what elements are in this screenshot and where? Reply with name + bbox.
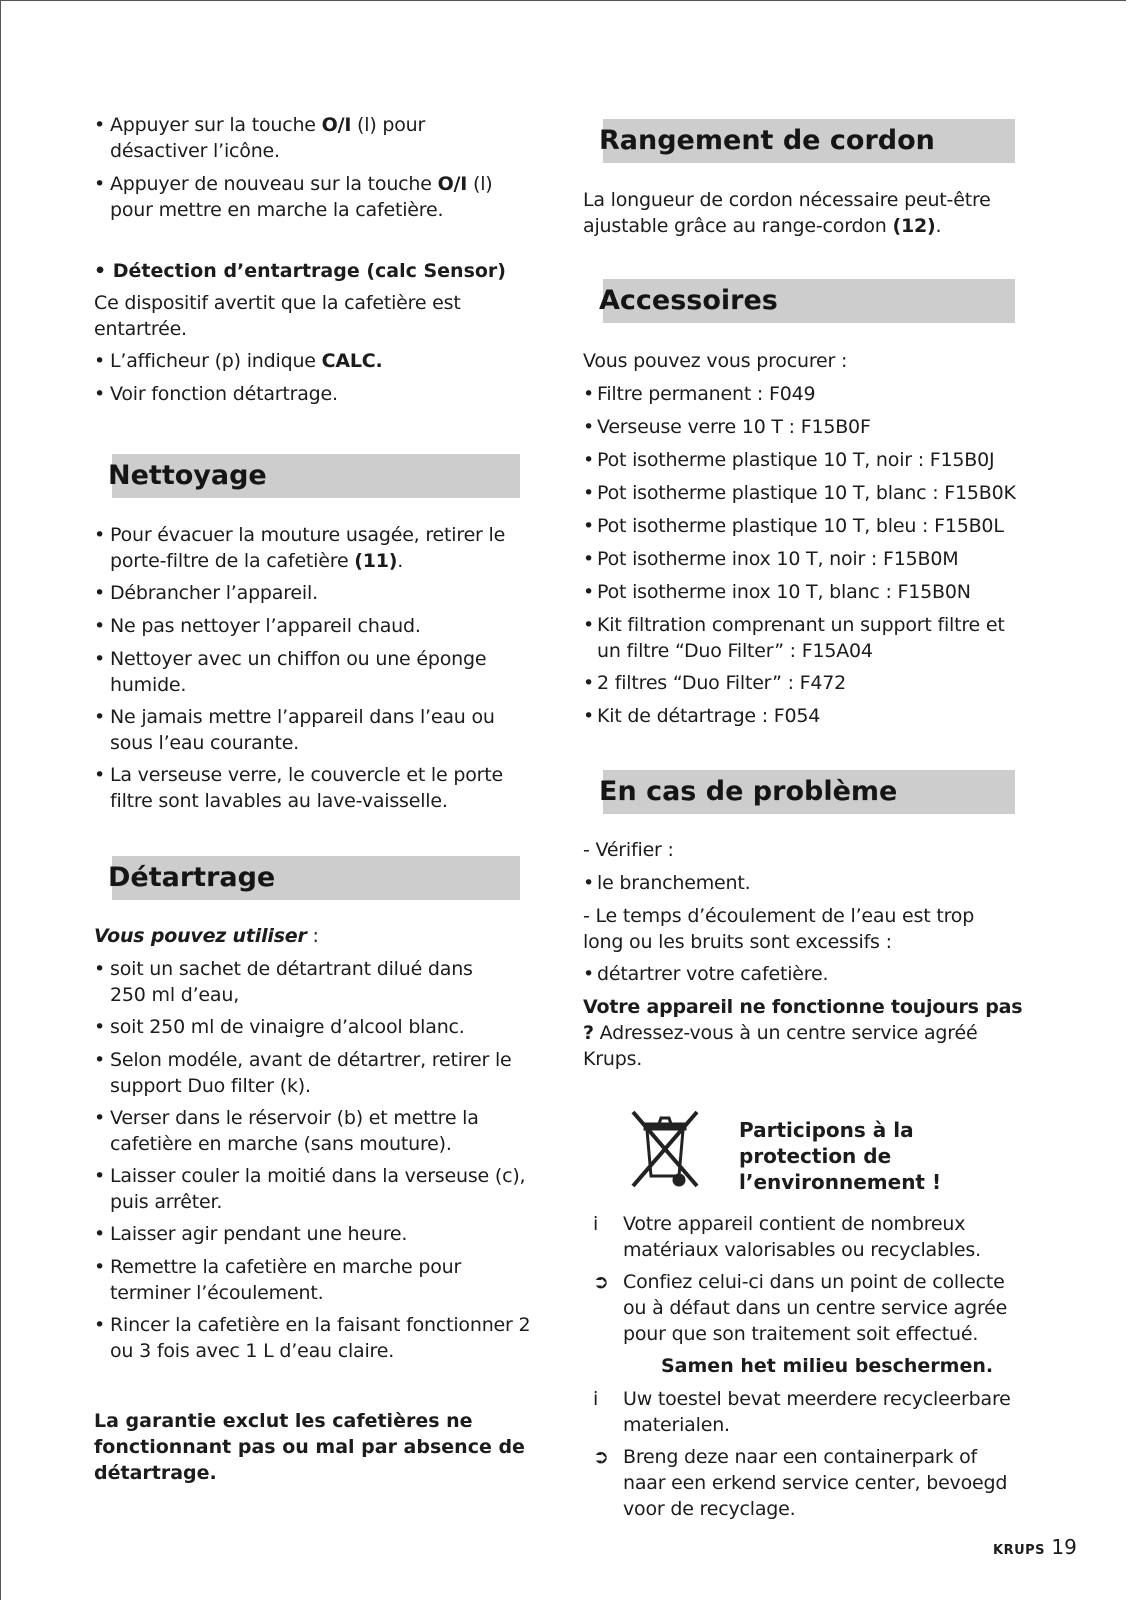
info-icon: i xyxy=(593,1213,599,1235)
nettoyage-bullet-4: • Nettoyer avec un chiffon ou une éponge humide. xyxy=(94,648,487,696)
probleme-line-1: - Vérifier : xyxy=(583,839,674,861)
detartrage-item-3: • Selon modéle, avant de détartrer, retirer le support Duo filter (k). xyxy=(94,1049,512,1097)
environment-title: Participons à la protection de l’environnement ! xyxy=(739,1118,942,1194)
probleme-line-3: - Le temps d’écoulement de l’eau est trop long ou les bruits sont excessifs : xyxy=(583,905,975,953)
nettoyage-bullet-1: • Pour évacuer la mouture usagée, retirer le porte-filtre de la cafetière (11). xyxy=(94,524,506,572)
info-icon-nl: i xyxy=(593,1388,599,1410)
bullet-mark: • xyxy=(94,114,106,136)
page-footer xyxy=(993,1534,1077,1564)
fr-action-text: Confiez celui-ci dans un point de collecte ou à défaut dans un centre service agrée pour que son traitement soit effectué. xyxy=(623,1271,1008,1345)
accessory-item-4: • Pot isotherme plastique 10 T, blanc : F15B0K xyxy=(583,482,1016,504)
accessory-item-2: • Verseuse verre 10 T : F15B0F xyxy=(583,416,871,438)
probleme-final: Votre appareil ne fonctionne toujours pas ? Adressez-vous à un centre service agréé Krups. xyxy=(583,996,1023,1070)
detartrage-item-2: • soit 250 ml de vinaigre d’alcool blanc. xyxy=(94,1016,465,1038)
accessory-item-9: • 2 filtres “Duo Filter” : F472 xyxy=(583,672,847,694)
bullet-mark: • xyxy=(94,173,106,195)
crossed-bin-icon xyxy=(627,1108,703,1190)
page-number: 19 xyxy=(1051,1535,1077,1559)
detartrage-item-7: • Remettre la cafetière en marche pour terminer l’écoulement. xyxy=(94,1256,462,1304)
warranty-note: La garantie exclut les cafetières ne fonctionnant pas ou mal par absence de détartrage. xyxy=(94,1410,525,1484)
nettoyage-bullet-6: • La verseuse verre, le couvercle et le porte filtre sont lavables au lave-vaisselle. xyxy=(94,764,503,812)
nl-action-text: Breng deze naar een containerpark of naar een erkend service center, bevoegd voor de recyclage. xyxy=(623,1446,1008,1520)
detartrage-item-6: • Laisser agir pendant une heure. xyxy=(94,1223,408,1245)
calc-bullet-1: • L’afficheur (p) indique CALC. xyxy=(94,350,383,372)
accessory-item-1: • Filtre permanent : F049 xyxy=(583,383,816,405)
intro-bullet-2: • Appuyer de nouveau sur la touche O/I (l) pour mettre en marche la cafetière. xyxy=(94,173,493,221)
section-heading-nettoyage: Nettoyage xyxy=(112,454,520,498)
accessory-item-8: • Kit filtration comprenant un support filtre et un filtre “Duo Filter” : F15A04 xyxy=(583,614,1005,662)
fr-info-text: Votre appareil contient de nombreux matériaux valorisables ou recyclables. xyxy=(623,1213,981,1261)
arrow-icon: ➲ xyxy=(593,1271,609,1293)
detartrage-intro: Vous pouvez utiliser : xyxy=(94,925,319,947)
detartrage-item-1: • soit un sachet de détartrant dilué dans 250 ml d’eau, xyxy=(94,958,473,1006)
accessory-item-5: • Pot isotherme plastique 10 T, bleu : F15B0L xyxy=(583,515,1004,537)
accessoires-intro: Vous pouvez vous procurer : xyxy=(583,350,848,372)
section-heading-probleme: En cas de problème xyxy=(603,770,1015,814)
arrow-icon-nl: ➲ xyxy=(593,1446,609,1468)
detartrage-item-5: • Laisser couler la moitié dans la verseuse (c), puis arrêter. xyxy=(94,1165,526,1213)
section-heading-rangement: Rangement de cordon xyxy=(603,119,1015,163)
detartrage-item-4: • Verser dans le réservoir (b) et mettre la cafetière en marche (sans mouture). xyxy=(94,1107,479,1155)
probleme-line-2: • le branchement. xyxy=(583,872,751,894)
calc-sensor-title: • Détection d’entartrage (calc Sensor) xyxy=(94,260,506,282)
accessory-item-3: • Pot isotherme plastique 10 T, noir : F15B0J xyxy=(583,449,995,471)
section-heading-accessoires: Accessoires xyxy=(603,279,1015,323)
detartrage-item-8: • Rincer la cafetière en la faisant fonctionner 2 ou 3 fois avec 1 L d’eau claire. xyxy=(94,1314,531,1362)
rangement-text: La longueur de cordon nécessaire peut-être ajustable grâce au range-cordon (12). xyxy=(583,189,991,237)
nettoyage-bullet-3: • Ne pas nettoyer l’appareil chaud. xyxy=(94,615,421,637)
accessory-item-7: • Pot isotherme inox 10 T, blanc : F15B0N xyxy=(583,581,971,603)
nl-title: Samen het milieu beschermen. xyxy=(661,1355,994,1377)
accessory-item-6: • Pot isotherme inox 10 T, noir : F15B0M xyxy=(583,548,959,570)
calc-bullet-2: • Voir fonction détartrage. xyxy=(94,383,338,405)
brand-logo: KRUPS xyxy=(993,1543,1046,1558)
nettoyage-bullet-5: • Ne jamais mettre l’appareil dans l’eau ou sous l’eau courante. xyxy=(94,706,495,754)
accessory-item-10: • Kit de détartrage : F054 xyxy=(583,705,821,727)
probleme-line-4: • détartrer votre cafetière. xyxy=(583,963,829,985)
calc-sensor-text: Ce dispositif avertit que la cafetière est entartrée. xyxy=(94,292,461,340)
nettoyage-bullet-2: • Débrancher l’appareil. xyxy=(94,582,318,604)
nl-info-text: Uw toestel bevat meerdere recycleerbare materialen. xyxy=(623,1388,1011,1436)
section-heading-detartrage: Détartrage xyxy=(112,856,520,900)
intro-bullet-1: • Appuyer sur la touche O/I (l) pour désactiver l’icône. xyxy=(94,114,426,162)
